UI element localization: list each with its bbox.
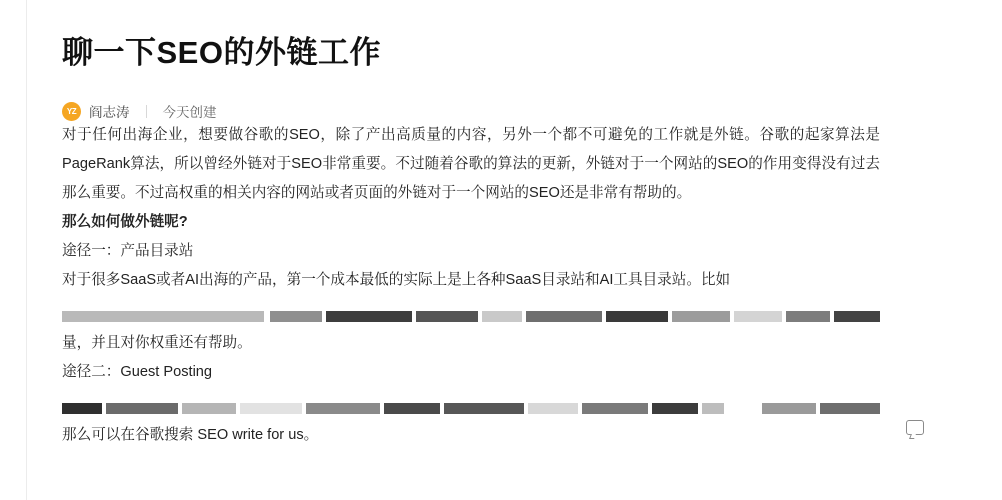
redacted-bar [182, 403, 236, 414]
author-name[interactable]: 阎志涛 [89, 105, 130, 120]
redacted-bar [582, 403, 648, 414]
paragraph-subheading: 那么如何做外链呢? [62, 214, 188, 230]
paragraph-method-two: 途径二：Guest Posting [62, 364, 213, 380]
redacted-bar [62, 311, 264, 322]
redacted-bar [306, 403, 380, 414]
redacted-bar [444, 403, 524, 414]
document-content [62, 0, 880, 450]
redacted-bar [786, 311, 830, 322]
paragraph-method-one-body: 对于很多SaaS或者AI出海的产品，第一个成本最低的实际上是上各种SaaS目录站和AI工具目录站。比如 [62, 272, 731, 288]
redacted-bar [482, 311, 522, 322]
redacted-bar [834, 311, 880, 322]
page-title: 聊一下SEO的外链工作 [62, 35, 381, 70]
comment-icon[interactable] [906, 420, 924, 435]
redacted-bar [762, 403, 816, 414]
avatar[interactable]: YZ [62, 102, 81, 121]
redacted-bar [652, 403, 698, 414]
redacted-bar [734, 311, 782, 322]
meta-divider [146, 105, 147, 118]
redacted-bar [672, 311, 730, 322]
created-date: 今天创建 [162, 105, 217, 120]
redacted-bar [702, 403, 724, 414]
redacted-bar [384, 403, 440, 414]
redacted-bar [240, 403, 302, 414]
left-rail [0, 0, 27, 500]
redacted-bar-row-2 [62, 403, 880, 414]
redacted-bar [416, 311, 478, 322]
redacted-bar [270, 311, 322, 322]
redacted-bar [606, 311, 668, 322]
redacted-bar [528, 403, 578, 414]
redacted-bar [526, 311, 602, 322]
redacted-bar [820, 403, 880, 414]
document-meta [62, 101, 880, 121]
bottom-fade [27, 494, 978, 500]
paragraph-method-two-body: 那么可以在谷歌搜索 SEO write for us。 [62, 427, 319, 443]
paragraph-method-one: 途径一：产品目录站 [62, 243, 194, 259]
paragraph-intro: 对于任何出海企业，想要做谷歌的SEO，除了产出高质量的内容，另外一个都不可避免的工作就是外链。谷歌的起家算法是PageRank算法，所以曾经外链对于SEO非常重要。不过随着谷歌的算法的更新，外链对于一个网站的SEO的作用变得没有过去那么重要。不过高权重的相关内容的网站或者页面的外链对于一个网站的SEO还是非常有帮助的。 [62, 127, 880, 201]
redacted-bar-row-1 [62, 311, 880, 322]
right-rail [978, 0, 1002, 500]
redacted-bar [326, 311, 412, 322]
redacted-bar [106, 403, 178, 414]
paragraph-method-one-tail: 量，并且对你权重还有帮助。 [62, 335, 252, 351]
redacted-bar [62, 403, 102, 414]
